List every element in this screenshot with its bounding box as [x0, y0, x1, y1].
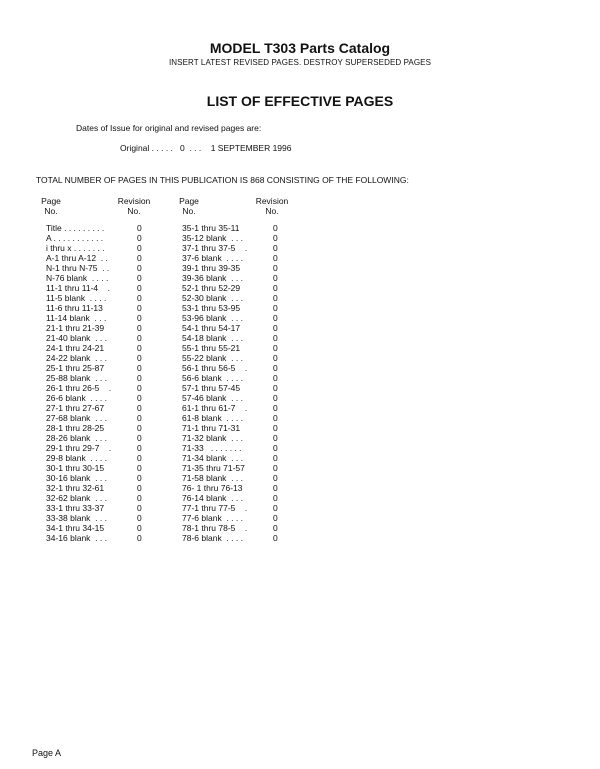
revision-number: 0 — [273, 433, 278, 443]
table-row — [46, 293, 156, 303]
page-number: 21-1 thru 21-39 — [46, 323, 105, 333]
page-number: 21-40 blank . . . — [46, 333, 107, 343]
page-number: 54-18 blank . . . — [182, 333, 243, 343]
page-number: 11-1 thru 11-4 . — [46, 283, 110, 293]
revision-number: 0 — [273, 383, 278, 393]
table-row — [182, 383, 292, 393]
left-revision-header-label: Revision — [117, 196, 151, 206]
revision-number: 0 — [137, 503, 142, 513]
page-number: 30-1 thru 30-15 — [46, 463, 105, 473]
right-revision-header-label: Revision — [255, 196, 289, 206]
page-number: 56-6 blank . . . . — [182, 373, 243, 383]
page-number: 52-1 thru 52-29 — [182, 283, 241, 293]
total-pages-text: TOTAL NUMBER OF PAGES IN THIS PUBLICATION IS 868 CONSISTING OF THE FOLLOWING: — [36, 175, 409, 185]
page-number: Title . . . . . . . . . — [46, 223, 105, 233]
revision-number: 0 — [137, 443, 142, 453]
page-number: 32-62 blank . . . — [46, 493, 107, 503]
revision-number: 0 — [137, 473, 142, 483]
page-number: 37-1 thru 37-5 . — [182, 243, 248, 253]
table-row — [182, 503, 292, 513]
revision-number: 0 — [273, 423, 278, 433]
page-number: 25-88 blank . . . — [46, 373, 107, 383]
table-row — [182, 303, 292, 313]
page-number: A . . . . . . . . . . . — [46, 233, 104, 243]
table-row — [46, 413, 156, 423]
revision-number: 0 — [137, 243, 142, 253]
page-number: N-76 blank . . . . — [46, 273, 109, 283]
table-row — [182, 233, 292, 243]
revision-number: 0 — [273, 233, 278, 243]
revision-number: 0 — [273, 473, 278, 483]
revision-number: 0 — [273, 363, 278, 373]
table-row — [46, 353, 156, 363]
table-row — [46, 313, 156, 323]
document-title: MODEL T303 Parts Catalog — [209, 40, 391, 56]
page-number: 24-22 blank . . . — [46, 353, 107, 363]
page-number: 78-1 thru 78-5 . — [182, 523, 248, 533]
page-number: 55-22 blank . . . — [182, 353, 243, 363]
revision-number: 0 — [273, 323, 278, 333]
revision-number: 0 — [273, 493, 278, 503]
page-number: 33-1 thru 33-37 — [46, 503, 105, 513]
table-row — [46, 303, 156, 313]
revision-number: 0 — [273, 443, 278, 453]
table-row — [182, 483, 292, 493]
page-number: 39-1 thru 39-35 — [182, 263, 241, 273]
revision-number: 0 — [137, 283, 142, 293]
revision-number: 0 — [273, 463, 278, 473]
revision-number: 0 — [273, 223, 278, 233]
table-row — [182, 403, 292, 413]
left-page-header-sub: No. — [44, 206, 58, 216]
page-number: 53-96 blank . . . — [182, 313, 243, 323]
page-number: 27-1 thru 27-67 — [46, 403, 105, 413]
page-number: 24-1 thru 24-21 — [46, 343, 105, 353]
page-number: 71-58 blank . . . — [182, 473, 243, 483]
table-row — [182, 513, 292, 523]
table-row — [182, 443, 292, 453]
table-row — [182, 473, 292, 483]
table-row — [46, 393, 156, 403]
left-page-header — [36, 196, 66, 216]
revision-number: 0 — [273, 343, 278, 353]
right-page-header — [174, 196, 204, 216]
revision-number: 0 — [137, 333, 142, 343]
table-row — [182, 433, 292, 443]
table-row — [182, 323, 292, 333]
page-number: N-1 thru N-75 . . — [46, 263, 110, 273]
page-number: 26-6 blank . . . . — [46, 393, 107, 403]
left-revision-header — [110, 196, 158, 216]
page-number: 71-32 blank . . . — [182, 433, 243, 443]
revision-number: 0 — [273, 353, 278, 363]
table-row — [182, 243, 292, 253]
revision-number: 0 — [137, 403, 142, 413]
table-row — [182, 283, 292, 293]
revision-number: 0 — [137, 483, 142, 493]
table-row — [46, 443, 156, 453]
revision-number: 0 — [137, 413, 142, 423]
revision-number: 0 — [137, 433, 142, 443]
revision-number: 0 — [137, 293, 142, 303]
table-row — [46, 383, 156, 393]
right-revision-header-sub: No. — [265, 206, 279, 216]
revision-number: 0 — [273, 273, 278, 283]
table-row — [46, 523, 156, 533]
page-number: 27-68 blank . . . — [46, 413, 107, 423]
revision-number: 0 — [273, 333, 278, 343]
revision-number: 0 — [273, 523, 278, 533]
revision-number: 0 — [137, 323, 142, 333]
table-row — [182, 523, 292, 533]
revision-number: 0 — [137, 273, 142, 283]
table-row — [182, 493, 292, 503]
table-row — [46, 453, 156, 463]
table-row — [46, 363, 156, 373]
revision-number: 0 — [137, 493, 142, 503]
page-number: 32-1 thru 32-61 — [46, 483, 105, 493]
page-number: 28-1 thru 28-25 — [46, 423, 105, 433]
table-row — [182, 333, 292, 343]
revision-number: 0 — [137, 223, 142, 233]
page-number: 71-33 . . . . . . . — [182, 443, 242, 453]
table-row — [46, 243, 156, 253]
table-row — [46, 283, 156, 293]
table-row — [46, 423, 156, 433]
page-number: 25-1 thru 25-87 — [46, 363, 105, 373]
table-row — [182, 253, 292, 263]
revision-number: 0 — [137, 373, 142, 383]
page-number: 11-14 blank . . . — [46, 313, 107, 323]
revision-number: 0 — [273, 253, 278, 263]
left-page-header-label: Page — [41, 196, 61, 206]
revision-number: 0 — [137, 383, 142, 393]
page-footer: Page A — [32, 748, 62, 758]
page-number: 76- 1 thru 76-13 — [182, 483, 243, 493]
page-number: 37-6 blank . . . . — [182, 253, 243, 263]
table-row — [46, 333, 156, 343]
table-row — [182, 363, 292, 373]
table-row — [46, 273, 156, 283]
revision-number: 0 — [273, 503, 278, 513]
page-number: 78-6 blank . . . . — [182, 533, 243, 543]
table-row — [46, 493, 156, 503]
page-number: 11-6 thru 11-13 — [46, 303, 103, 313]
table-row — [46, 483, 156, 493]
revision-number: 0 — [273, 533, 278, 543]
table-row — [182, 373, 292, 383]
page-number: A-1 thru A-12 . . — [46, 253, 108, 263]
table-row — [46, 403, 156, 413]
revision-number: 0 — [137, 533, 142, 543]
revision-number: 0 — [137, 463, 142, 473]
revision-number: 0 — [137, 423, 142, 433]
table-row — [182, 453, 292, 463]
revision-number: 0 — [137, 363, 142, 373]
page-number: i thru x . . . . . . . — [46, 243, 105, 253]
page-number: 57-1 thru 57-45 — [182, 383, 241, 393]
page-number: 34-16 blank . . . — [46, 533, 107, 543]
section-title: LIST OF EFFECTIVE PAGES — [206, 93, 394, 109]
document-subtitle: INSERT LATEST REVISED PAGES. DESTROY SUPERSEDED PAGES — [168, 58, 432, 67]
revision-number: 0 — [137, 453, 142, 463]
page-number: 56-1 thru 56-5 . — [182, 363, 248, 373]
revision-number: 0 — [137, 393, 142, 403]
table-row — [46, 263, 156, 273]
table-row — [182, 223, 292, 233]
table-row — [46, 373, 156, 383]
revision-number: 0 — [273, 393, 278, 403]
page-number: 61-1 thru 61-7 . — [182, 403, 248, 413]
table-row — [46, 233, 156, 243]
dates-of-issue-text: Dates of Issue for original and revised pages are: — [76, 123, 262, 133]
revision-number: 0 — [273, 413, 278, 423]
table-row — [182, 353, 292, 363]
table-row — [46, 323, 156, 333]
table-row — [182, 413, 292, 423]
page-number: 71-34 blank . . . — [182, 453, 243, 463]
page-number: 29-1 thru 29-7 . — [46, 443, 112, 453]
right-page-header-label: Page — [179, 196, 199, 206]
revision-number: 0 — [273, 403, 278, 413]
revision-number: 0 — [273, 263, 278, 273]
table-row — [182, 423, 292, 433]
table-row — [182, 273, 292, 283]
table-row — [46, 503, 156, 513]
page-number: 55-1 thru 55-21 — [182, 343, 241, 353]
revision-number: 0 — [137, 263, 142, 273]
page-number: 52-30 blank . . . — [182, 293, 243, 303]
right-revision-header — [248, 196, 296, 216]
revision-number: 0 — [137, 513, 142, 523]
table-row — [46, 223, 156, 233]
table-row — [182, 313, 292, 323]
original-issue-line: Original . . . . . 0 . . . 1 SEPTEMBER 1996 — [120, 143, 292, 153]
table-row — [46, 463, 156, 473]
revision-number: 0 — [137, 343, 142, 353]
revision-number: 0 — [137, 523, 142, 533]
page-number: 39-36 blank . . . — [182, 273, 243, 283]
revision-number: 0 — [273, 313, 278, 323]
revision-number: 0 — [273, 283, 278, 293]
table-row — [182, 533, 292, 543]
revision-number: 0 — [273, 483, 278, 493]
table-row — [46, 433, 156, 443]
revision-number: 0 — [273, 243, 278, 253]
revision-number: 0 — [273, 373, 278, 383]
page-number: 61-8 blank . . . . — [182, 413, 243, 423]
revision-number: 0 — [137, 233, 142, 243]
page-number: 33-38 blank . . . — [46, 513, 107, 523]
revision-number: 0 — [137, 353, 142, 363]
table-row — [46, 513, 156, 523]
right-page-header-sub: No. — [182, 206, 196, 216]
revision-number: 0 — [273, 293, 278, 303]
page-number: 53-1 thru 53-95 — [182, 303, 241, 313]
table-row — [182, 393, 292, 403]
page-number: 35-1 thru 35-11 — [182, 223, 240, 233]
page-number: 77-6 blank . . . . — [182, 513, 243, 523]
table-row — [46, 253, 156, 263]
revision-number: 0 — [273, 303, 278, 313]
table-row — [46, 533, 156, 543]
page-number: 71-1 thru 71-31 — [182, 423, 241, 433]
page-number: 57-46 blank . . . — [182, 393, 243, 403]
page-number: 76-14 blank . . . — [182, 493, 243, 503]
page-number: 54-1 thru 54-17 — [182, 323, 241, 333]
revision-number: 0 — [273, 513, 278, 523]
page-number: 71-35 thru 71-57 — [182, 463, 245, 473]
page-number: 29-8 blank . . . . — [46, 453, 107, 463]
revision-number: 0 — [273, 453, 278, 463]
page-number: 77-1 thru 77-5 . — [182, 503, 248, 513]
table-row — [182, 263, 292, 273]
table-row — [182, 463, 292, 473]
page-number: 28-26 blank . . . — [46, 433, 107, 443]
page-number: 35-12 blank . . . — [182, 233, 243, 243]
revision-number: 0 — [137, 313, 142, 323]
table-row — [46, 473, 156, 483]
page-number: 26-1 thru 26-5 . — [46, 383, 112, 393]
table-row — [46, 343, 156, 353]
page-number: 30-16 blank . . . — [46, 473, 107, 483]
table-row — [182, 293, 292, 303]
page-number: 11-5 blank . . . . — [46, 293, 107, 303]
page-number: 34-1 thru 34-15 — [46, 523, 105, 533]
table-row — [182, 343, 292, 353]
left-revision-header-sub: No. — [127, 206, 141, 216]
revision-number: 0 — [137, 303, 142, 313]
revision-number: 0 — [137, 253, 142, 263]
